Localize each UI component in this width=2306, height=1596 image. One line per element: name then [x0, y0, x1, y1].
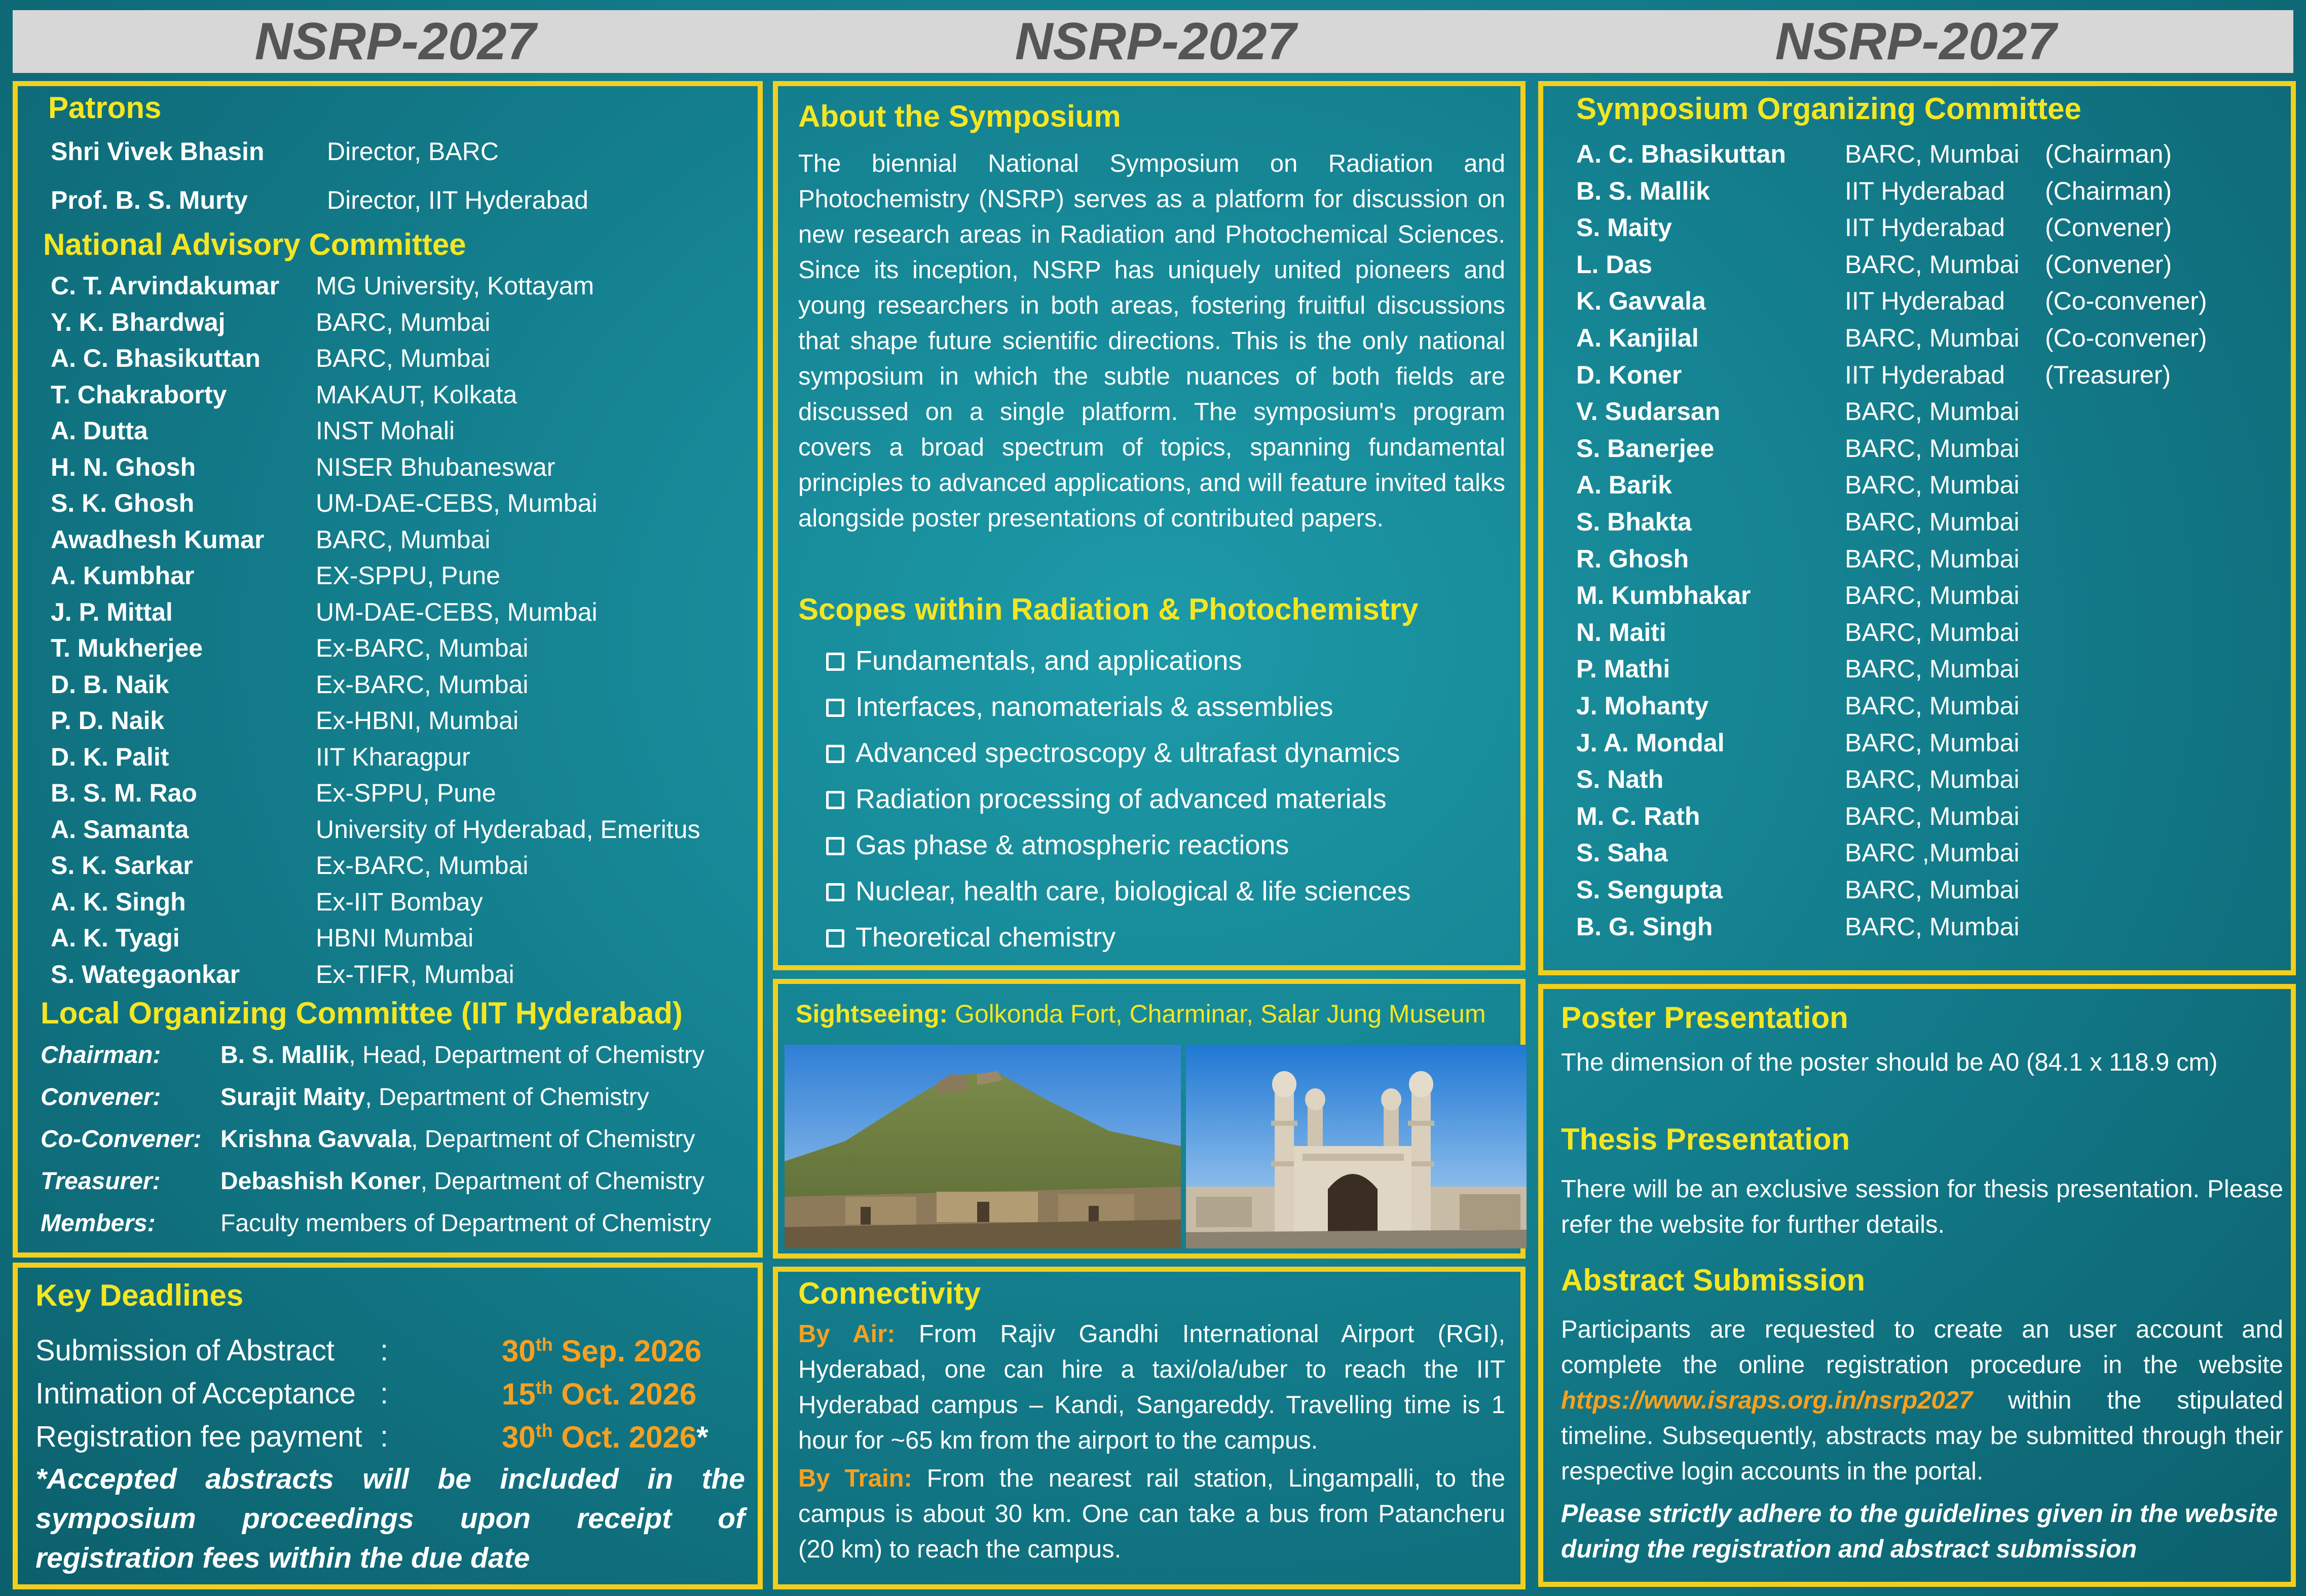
nac-member-affiliation: EX-SPPU, Pune: [316, 561, 501, 590]
scope-item-label: Gas phase & atmospheric reactions: [856, 830, 1289, 860]
soc-member-name: A. Barik: [1576, 471, 1672, 500]
deadline-day: 30: [502, 1334, 536, 1368]
by-train-body: From the nearest rail station, Lingampalli, to the campus is about 30 km. One can take a bus from Patancheru (20 km) to reach the campus.: [798, 1465, 1505, 1563]
soc-member-affiliation: BARC ,Mumbai: [1845, 839, 2020, 867]
header-bar: [13, 10, 2293, 73]
soc-member-name: S. Nath: [1576, 765, 1664, 794]
by-train-label: By Train:: [798, 1465, 912, 1492]
loc-role: Chairman:: [41, 1042, 161, 1069]
soc-member-affiliation: BARC, Mumbai: [1845, 140, 2020, 168]
deadline-asterisk: *: [696, 1420, 709, 1454]
sightseeing-caption: [796, 999, 1486, 1029]
nac-member-name: C. T. Arvindakumar: [51, 272, 280, 300]
golkonda-fort-image: [785, 1045, 1181, 1248]
scope-item: [826, 737, 1400, 769]
loc-member-desc: Faculty members of Department of Chemistry: [220, 1210, 712, 1237]
deadline-label: Registration fee payment: [35, 1420, 362, 1453]
soc-member-role: (Convener): [2045, 250, 2172, 279]
soc-member-role: (Co-convener): [2045, 287, 2207, 316]
loc-member: [220, 1209, 711, 1237]
header-title-left: NSRP-2027: [254, 12, 536, 71]
thesis-title: Thesis Presentation: [1561, 1122, 1850, 1156]
nac-member-affiliation: UM-DAE-CEBS, Mumbai: [316, 489, 598, 517]
loc-role: Convener:: [41, 1084, 161, 1111]
nac-member-affiliation: BARC, Mumbai: [316, 344, 491, 372]
loc-member: [220, 1041, 704, 1069]
soc-member-affiliation: BARC, Mumbai: [1845, 471, 2020, 500]
checkbox-icon: [826, 837, 844, 855]
nac-member-name: H. N. Ghosh: [51, 452, 196, 481]
loc-role: Treasurer:: [41, 1168, 161, 1195]
nac-member-name: T. Chakraborty: [51, 380, 227, 409]
deadlines-panel: [13, 1263, 763, 1589]
soc-member-name: S. Bhakta: [1576, 508, 1692, 536]
nac-member-affiliation: IIT Kharagpur: [316, 742, 470, 771]
soc-member-name: K. Gavvala: [1576, 287, 1706, 316]
nac-member-name: A. Kumbhar: [51, 561, 195, 590]
deadline-month-year: Oct. 2026: [552, 1420, 697, 1454]
soc-member-name: N. Maiti: [1576, 618, 1666, 647]
soc-panel: [1538, 81, 2296, 975]
deadline-day-suffix: th: [535, 1420, 553, 1441]
soc-member-affiliation: BARC, Mumbai: [1845, 765, 2020, 794]
nac-member-name: T. Mukherjee: [51, 634, 203, 662]
nac-member-name: P. D. Naik: [51, 706, 165, 735]
soc-title: Symposium Organizing Committee: [1576, 92, 2081, 126]
deadline-date: [502, 1420, 709, 1455]
connectivity-title: Connectivity: [798, 1276, 981, 1310]
soc-member-role: (Treasurer): [2045, 360, 2171, 389]
nac-member-affiliation: MAKAUT, Kolkata: [316, 380, 517, 409]
nac-member-affiliation: INST Mohali: [316, 416, 455, 445]
soc-member-name: S. Sengupta: [1576, 876, 1723, 904]
loc-member-name: Debashish Koner: [220, 1168, 421, 1195]
scope-item: [826, 691, 1333, 723]
deadline-separator: :: [380, 1377, 389, 1410]
patrons-title: Patrons: [48, 91, 162, 125]
connectivity-panel: [773, 1267, 1526, 1589]
loc-member-name: Surajit Maity: [220, 1084, 365, 1111]
loc-member-desc: , Head, Department of Chemistry: [349, 1042, 705, 1069]
soc-member-affiliation: BARC, Mumbai: [1845, 434, 2020, 463]
soc-member-name: A. C. Bhasikuttan: [1576, 140, 1786, 168]
checkbox-icon: [826, 745, 844, 763]
nac-member-affiliation: Ex-HBNI, Mumbai: [316, 706, 519, 735]
soc-member-name: S. Maity: [1576, 213, 1672, 242]
soc-member-affiliation: BARC, Mumbai: [1845, 655, 2020, 683]
deadline-label: Submission of Abstract: [35, 1334, 334, 1367]
loc-member: [220, 1083, 649, 1111]
abstract-title: Abstract Submission: [1561, 1263, 1866, 1297]
scopes-title: Scopes within Radiation & Photochemistry: [798, 592, 1419, 626]
checkbox-icon: [826, 699, 844, 717]
scope-item: [826, 922, 1115, 953]
loc-role: Co-Convener:: [41, 1126, 202, 1153]
sightseeing-panel: [773, 979, 1526, 1259]
soc-member-name: J. Mohanty: [1576, 692, 1709, 720]
soc-member-name: S. Banerjee: [1576, 434, 1715, 463]
nac-member-name: Awadhesh Kumar: [51, 525, 265, 554]
soc-member-affiliation: BARC, Mumbai: [1845, 618, 2020, 647]
loc-member-desc: , Department of Chemistry: [411, 1126, 695, 1153]
deadline-day-suffix: th: [535, 1334, 553, 1355]
soc-member-affiliation: BARC, Mumbai: [1845, 581, 2020, 610]
deadlines-note: *Accepted abstracts will be included in the symposium proceedings upon receipt of registration fees within the due date: [35, 1463, 745, 1574]
soc-member-name: R. Ghosh: [1576, 544, 1689, 573]
nac-member-name: A. C. Bhasikuttan: [51, 344, 261, 372]
soc-member-affiliation: BARC, Mumbai: [1845, 508, 2020, 536]
deadline-date: [502, 1334, 701, 1369]
abstract-note: Please strictly adhere to the guidelines given in the website during the registration and abstract submission: [1561, 1499, 2278, 1563]
deadlines-title: Key Deadlines: [35, 1278, 244, 1312]
soc-member-name: J. A. Mondal: [1576, 728, 1725, 757]
nac-member-name: A. Samanta: [51, 815, 189, 844]
patron-role: Director, BARC: [327, 137, 499, 166]
header-title-center: NSRP-2027: [1015, 12, 1296, 71]
loc-member-desc: , Department of Chemistry: [365, 1084, 649, 1111]
loc-member: [220, 1125, 695, 1153]
submission-panel: [1538, 984, 2296, 1587]
by-air-body: From Rajiv Gandhi International Airport (RGI), Hyderabad, one can hire a taxi/ola/uber to reach the IIT Hyderabad campus – Kandi, Sangareddy. Travelling time is 1 hour for ~65 km from the airport to the campus.: [798, 1320, 1505, 1454]
nac-member-affiliation: Ex-BARC, Mumbai: [316, 851, 529, 880]
nac-member-name: A. K. Singh: [51, 887, 186, 916]
committees-panel: [13, 81, 763, 1258]
nac-member-name: S. K. Ghosh: [51, 489, 195, 517]
about-panel: [773, 81, 1526, 970]
loc-role: Members:: [41, 1210, 156, 1237]
soc-member-affiliation: BARC, Mumbai: [1845, 692, 2020, 720]
nac-member-affiliation: Ex-BARC, Mumbai: [316, 670, 529, 699]
checkbox-icon: [826, 883, 844, 901]
soc-member-name: V. Sudarsan: [1576, 397, 1721, 426]
scope-item-label: Nuclear, health care, biological & life sciences: [856, 876, 1411, 906]
deadline-label: Intimation of Acceptance: [35, 1377, 356, 1410]
loc-member-desc: , Department of Chemistry: [420, 1168, 704, 1195]
scope-item-label: Advanced spectroscopy & ultrafast dynamics: [856, 738, 1400, 768]
nac-member-name: A. Dutta: [51, 416, 148, 445]
deadline-day: 15: [502, 1377, 536, 1411]
sightseeing-label: Sightseeing:: [796, 1000, 948, 1028]
scope-item: [826, 783, 1387, 815]
deadline-separator: :: [380, 1420, 389, 1453]
soc-member-role: (Chairman): [2045, 176, 2172, 205]
by-air-label: By Air:: [798, 1320, 896, 1348]
nac-member-affiliation: University of Hyderabad, Emeritus: [316, 815, 700, 844]
loc-member-name: B. S. Mallik: [220, 1042, 349, 1069]
thesis-text: There will be an exclusive session for thesis presentation. Please refer the website for further details.: [1561, 1175, 2283, 1238]
soc-member-affiliation: IIT Hyderabad: [1845, 287, 2005, 316]
scope-item: [826, 645, 1242, 676]
nac-title: National Advisory Committee: [43, 227, 466, 261]
registration-link[interactable]: https://www.israps.org.in/nsrp2027: [1561, 1387, 1973, 1414]
soc-member-name: M. C. Rath: [1576, 802, 1700, 830]
scope-item-label: Fundamentals, and applications: [856, 645, 1242, 676]
nac-member-affiliation: NISER Bhubaneswar: [316, 452, 555, 481]
nac-member-affiliation: Ex-IIT Bombay: [316, 887, 483, 916]
scope-item-label: Interfaces, nanomaterials & assemblies: [856, 692, 1333, 722]
soc-member-name: B. S. Mallik: [1576, 176, 1710, 205]
nac-member-affiliation: HBNI Mumbai: [316, 924, 474, 952]
soc-member-affiliation: IIT Hyderabad: [1845, 360, 2005, 389]
sightseeing-places: Golkonda Fort, Charminar, Salar Jung Museum: [954, 1000, 1486, 1028]
loc-title: Local Organizing Committee (IIT Hyderabad): [41, 996, 683, 1030]
soc-member-role: (Chairman): [2045, 140, 2172, 168]
deadline-date: [502, 1377, 696, 1412]
soc-member-affiliation: BARC, Mumbai: [1845, 397, 2020, 426]
soc-member-name: M. Kumbhakar: [1576, 581, 1751, 610]
deadline-day-suffix: th: [535, 1377, 553, 1398]
soc-member-affiliation: IIT Hyderabad: [1845, 176, 2005, 205]
header-title-right: NSRP-2027: [1775, 12, 2057, 71]
soc-member-name: S. Saha: [1576, 839, 1668, 867]
soc-member-name: A. Kanjilal: [1576, 324, 1699, 352]
abstract-text-before: Participants are requested to create an user account and complete the online registration procedure in the website: [1561, 1316, 2283, 1379]
nac-member-affiliation: MG University, Kottayam: [316, 272, 594, 300]
nac-member-name: J. P. Mittal: [51, 597, 173, 626]
nac-member-name: D. B. Naik: [51, 670, 169, 699]
nac-member-name: A. K. Tyagi: [51, 924, 180, 952]
deadline-day: 30: [502, 1420, 536, 1454]
nac-member-name: Y. K. Bhardwaj: [51, 308, 226, 336]
poster-text: The dimension of the poster should be A0 (84.1 x 118.9 cm): [1561, 1049, 2218, 1076]
soc-member-affiliation: BARC, Mumbai: [1845, 728, 2020, 757]
scope-item: [826, 829, 1289, 861]
soc-member-name: D. Koner: [1576, 360, 1682, 389]
checkbox-icon: [826, 653, 844, 671]
nac-member-affiliation: BARC, Mumbai: [316, 525, 491, 554]
soc-member-role: (Co-convener): [2045, 324, 2207, 352]
charminar-image: [1186, 1045, 1527, 1248]
nac-member-affiliation: BARC, Mumbai: [316, 308, 491, 336]
about-text: The biennial National Symposium on Radiation and Photochemistry (NSRP) serves as a platform for discussion on new research areas in Radiation and Photochemical Sciences. Since its inception, NSRP has uniquely united pioneers and young researchers in both areas, fostering fruitful discussions that shape future scientific directions. This is the only national symposium in which the subtle nuances of both fields are discussed on a single platform. The symposium's program covers a broad spectrum of topics, spanning fundamental principles to advanced applications, and will feature invited talks alongside poster presentations of contributed papers.: [798, 150, 1505, 532]
nac-member-name: S. K. Sarkar: [51, 851, 193, 880]
nac-member-name: D. K. Palit: [51, 742, 169, 771]
nac-member-affiliation: Ex-TIFR, Mumbai: [316, 960, 514, 989]
deadline-month-year: Oct. 2026: [552, 1377, 697, 1411]
patron-name: Shri Vivek Bhasin: [51, 137, 265, 166]
nac-member-name: B. S. M. Rao: [51, 779, 197, 807]
about-title: About the Symposium: [798, 99, 1121, 133]
scope-item-label: Theoretical chemistry: [856, 922, 1116, 953]
abstract-text-after: within the stipulated timeline. Subsequently, abstracts may be submitted through their respective login accounts in the portal.: [1561, 1387, 2283, 1485]
by-air-text: [798, 1316, 1505, 1458]
nac-member-affiliation: UM-DAE-CEBS, Mumbai: [316, 597, 598, 626]
scope-item-label: Radiation processing of advanced materials: [856, 784, 1387, 814]
deadline-month-year: Sep. 2026: [552, 1334, 702, 1368]
checkbox-icon: [826, 929, 844, 947]
by-train-text: [798, 1461, 1505, 1567]
soc-member-affiliation: BARC, Mumbai: [1845, 324, 2020, 352]
scope-item: [826, 876, 1411, 907]
poster-title: Poster Presentation: [1561, 1001, 1848, 1035]
soc-member-name: B. G. Singh: [1576, 912, 1713, 941]
soc-member-affiliation: BARC, Mumbai: [1845, 544, 2020, 573]
soc-member-affiliation: BARC, Mumbai: [1845, 802, 2020, 830]
soc-member-role: (Convener): [2045, 213, 2172, 242]
soc-member-affiliation: BARC, Mumbai: [1845, 250, 2020, 279]
deadline-separator: :: [380, 1334, 389, 1367]
patron-name: Prof. B. S. Murty: [51, 186, 248, 214]
soc-member-name: L. Das: [1576, 250, 1653, 279]
patron-role: Director, IIT Hyderabad: [327, 186, 588, 214]
nac-member-name: S. Wategaonkar: [51, 960, 240, 989]
soc-member-name: P. Mathi: [1576, 655, 1670, 683]
loc-member-name: Krishna Gavvala: [220, 1126, 412, 1153]
loc-member: [220, 1167, 704, 1195]
checkbox-icon: [826, 791, 844, 809]
soc-member-affiliation: BARC, Mumbai: [1845, 876, 2020, 904]
nac-member-affiliation: Ex-SPPU, Pune: [316, 779, 496, 807]
soc-member-affiliation: BARC, Mumbai: [1845, 912, 2020, 941]
soc-member-affiliation: IIT Hyderabad: [1845, 213, 2005, 242]
nac-member-affiliation: Ex-BARC, Mumbai: [316, 634, 529, 662]
abstract-text: [1561, 1312, 2283, 1489]
